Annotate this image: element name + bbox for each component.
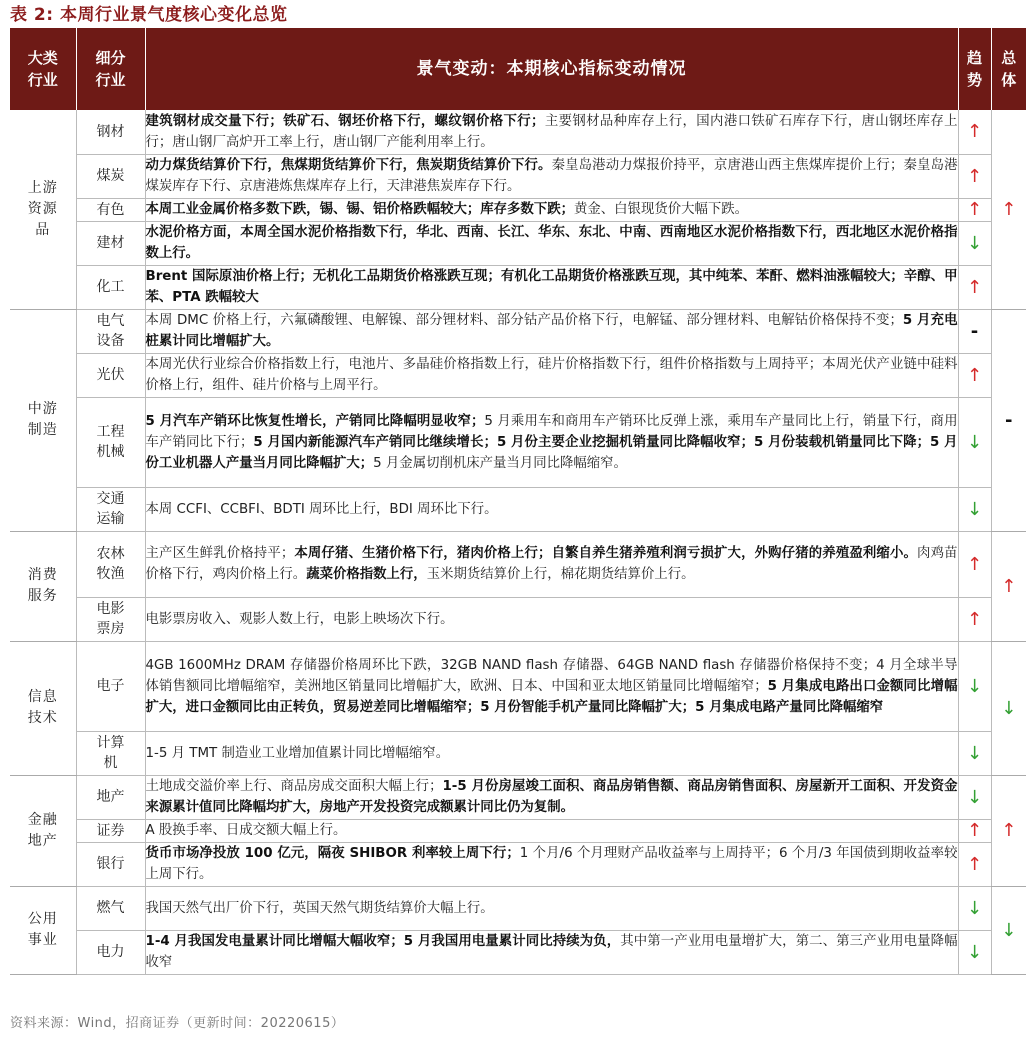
trend-cell — [958, 597, 991, 641]
description-cell — [145, 597, 958, 641]
trend-cell — [958, 309, 991, 353]
description-cell — [145, 641, 958, 731]
highlight-text: 本周仔猪、生猪价格下行，猪肉价格上行；自繁自养生猪养殖利润亏损扩大，外购仔猪的养殖盈利缩小。 — [294, 546, 918, 561]
trend-cell — [958, 930, 991, 974]
header-main: 景气变动：本期核心指标变动情况 — [145, 28, 958, 110]
subindustry-cell: 电力 — [76, 930, 145, 974]
description-cell — [145, 110, 958, 154]
normal-text: 本周 DMC 价格上行，六氟磷酸锂、电解镍、部分锂材料、部分钴产品价格下行，电解锰、部分锂材料、电解钴价格保持不变； — [145, 313, 903, 328]
table-row — [10, 531, 1026, 597]
subindustry-cell: 证券 — [76, 819, 145, 842]
trend-cell — [958, 842, 991, 886]
table-row — [10, 353, 1026, 397]
description-cell — [145, 775, 958, 819]
overall-cell — [991, 309, 1026, 531]
trend-cell — [958, 110, 991, 154]
category-cell: 消费 服务 — [10, 531, 76, 641]
normal-text: 4GB 1600MHz DRAM 存储器价格周环比下跌，32GB NAND flash 存储器、64GB NAND flash 存储器价格保持不变；4 月全球半导体销售额同比增幅缩窄，美洲地区销量同比增幅扩大，欧洲、日本、中国和亚太地区销量同比增幅缩窄； — [145, 657, 958, 694]
table-title: 表 2: 本周行业景气度核心变化总览 — [10, 5, 288, 25]
industry-table — [10, 28, 1026, 975]
description-cell — [145, 819, 958, 842]
trend-up-icon: ↑ — [966, 199, 983, 220]
normal-text: 5 月金属切削机床产量当月同比降幅缩窄。 — [373, 455, 627, 471]
trend-down-icon: ↓ — [966, 675, 983, 697]
description-cell — [145, 731, 958, 775]
overall-down-icon: ↓ — [1001, 697, 1017, 719]
subindustry-cell: 计算 机 — [76, 731, 145, 775]
overall-cell — [991, 775, 1026, 886]
highlight-text: 货币市场净投放 100 亿元，隔夜 SHIBOR 利率较上周下行； — [145, 846, 520, 861]
normal-text: 土地成交溢价率上行、商品房成交面积大幅上行； — [145, 779, 443, 794]
header-category-text: 大类 行业 — [27, 49, 58, 89]
description-cell — [145, 353, 958, 397]
highlight-text: 5 月集成电路出口金额同比增幅扩大，进口金额同比由正转负，贸易逆差同比增幅缩窄；5 月份智能手机产量同比降幅扩大；5 月集成电路产量同比降幅缩窄 — [145, 678, 958, 715]
source-note: 资料来源：Wind，招商证券（更新时间：20220615） — [10, 1016, 345, 1031]
overall-up-icon: ↑ — [1001, 198, 1017, 220]
overall-up-icon: ↑ — [1001, 575, 1017, 597]
category-cell: 中游 制造 — [10, 309, 76, 531]
table-row — [10, 731, 1026, 775]
highlight-text: 蔬菜价格指数上行， — [306, 567, 427, 582]
trend-up-icon: ↑ — [966, 276, 983, 298]
highlight-text: Brent 国际原油价格上行； — [145, 269, 313, 284]
subindustry-cell: 电气 设备 — [76, 309, 145, 353]
subindustry-cell: 化工 — [76, 265, 145, 309]
category-cell: 公用 事业 — [10, 886, 76, 974]
header-sub — [76, 28, 145, 110]
header-sub-text: 细分 行业 — [95, 49, 126, 89]
normal-text: 其中第一产业用电量增扩大，第二、第三产业用电量降幅收窄 — [145, 934, 958, 970]
category-cell: 上游 资源 品 — [10, 110, 76, 309]
table-row — [10, 842, 1026, 886]
trend-cell — [958, 531, 991, 597]
table-row — [10, 397, 1026, 487]
highlight-text: 水泥价格方面，本周全国水泥价格指数下行，华北、西南、长江、华东、东北、中南、西南地区水泥价格指数下行，西北地区水泥价格指数上行。 — [145, 225, 958, 261]
trend-down-icon: ↓ — [966, 786, 983, 808]
trend-up-icon: ↑ — [966, 364, 983, 386]
subindustry-cell: 有色 — [76, 198, 145, 221]
normal-text: 玉米期货结算价上行，棉花期货结算价上行。 — [426, 567, 695, 582]
trend-cell — [958, 397, 991, 487]
normal-text: 本周 CCFI、CCBFI、BDTI 周环比上行，BDI 周环比下行。 — [145, 501, 498, 517]
table-row — [10, 597, 1026, 641]
highlight-text: 5 月充电桩累计同比增幅扩大。 — [145, 313, 958, 349]
table-header-row — [10, 28, 1026, 110]
table-row — [10, 221, 1026, 265]
normal-text: 1-5 月 TMT 制造业工业增加值累计同比增幅缩窄。 — [145, 745, 450, 761]
header-category — [10, 28, 76, 110]
table-row — [10, 487, 1026, 531]
highlight-text: 5 月份工业机器人产量当月同比降幅扩大； — [145, 434, 958, 471]
normal-text: 主要钢材品种库存上行，国内港口铁矿石库存下行，唐山钢坯库存上行；唐山钢厂高炉开工率上行，唐山钢厂产能利用率上行。 — [145, 113, 958, 150]
trend-up-icon: ↑ — [966, 820, 983, 841]
highlight-text: 1-5 月份房屋竣工面积、商品房销售额、商品房销售面积、房屋新开工面积、开发资金来源累计值同比降幅均扩大，房地产开发投资完成额累计同比仍为复制。 — [145, 779, 958, 815]
trend-cell — [958, 353, 991, 397]
table-row — [10, 265, 1026, 309]
table-row — [10, 641, 1026, 731]
normal-text: 我国天然气出厂价下行，英国天然气期货结算价大幅上行。 — [145, 900, 494, 916]
description-cell — [145, 397, 958, 487]
description-cell — [145, 154, 958, 198]
overall-cell — [991, 110, 1026, 309]
highlight-text: 5 月汽车产销环比恢复性增长，产销同比降幅明显收窄； — [145, 413, 485, 429]
normal-text: 5 月乘用车和商用车产销环比反弹上涨，乘用车产量同比上行，销量下行，商用车产销同比下行； — [145, 413, 958, 450]
table-row — [10, 154, 1026, 198]
table-row — [10, 930, 1026, 974]
header-overall — [991, 28, 1026, 110]
trend-up-icon: ↑ — [966, 165, 983, 187]
trend-cell — [958, 731, 991, 775]
subindustry-cell: 银行 — [76, 842, 145, 886]
subindustry-cell: 光伏 — [76, 353, 145, 397]
trend-flat-icon: - — [970, 320, 979, 342]
header-trend-text: 趋 势 — [966, 49, 982, 89]
trend-cell — [958, 221, 991, 265]
description-cell — [145, 842, 958, 886]
trend-down-icon: ↓ — [966, 897, 983, 919]
normal-text: 本周光伏行业综合价格指数上行，电池片、多晶硅价格指数上行，硅片价格指数下行，组件价格指数与上周持平；本周光伏产业链中硅料价格上行，组件、硅片价格与上周平行。 — [145, 357, 958, 393]
normal-text: 1 个月/6 个月理财产品收益率与上周持平；6 个月/3 年国债到期收益率较上周下行。 — [145, 846, 958, 882]
trend-cell — [958, 487, 991, 531]
normal-text: 肉鸡苗价格下行，鸡肉价格上行。 — [145, 546, 958, 582]
normal-text: 黄金、白银现货价大幅下跌。 — [574, 202, 749, 217]
trend-cell — [958, 775, 991, 819]
trend-cell — [958, 641, 991, 731]
trend-up-icon: ↑ — [966, 853, 983, 875]
trend-cell — [958, 265, 991, 309]
header-overall-text: 总 体 — [1001, 49, 1017, 89]
overall-cell — [991, 886, 1026, 974]
highlight-text: 本周工业金属价格多数下跌，锡、锡、铝价格跌幅较大；库存多数下跌； — [145, 202, 574, 217]
trend-cell — [958, 819, 991, 842]
normal-text: 主产区生鲜乳价格持平； — [145, 546, 295, 561]
table-body — [10, 110, 1026, 974]
subindustry-cell: 钢材 — [76, 110, 145, 154]
highlight-text: 建筑钢材成交量下行；铁矿石、钢坯价格下行，螺纹钢价格下行； — [145, 113, 545, 129]
subindustry-cell: 工程 机械 — [76, 397, 145, 487]
overall-up-icon: ↑ — [1001, 820, 1017, 841]
table-row — [10, 110, 1026, 154]
subindustry-cell: 农林 牧渔 — [76, 531, 145, 597]
trend-down-icon: ↓ — [966, 232, 983, 254]
table-row — [10, 886, 1026, 930]
description-cell — [145, 198, 958, 221]
table-row — [10, 198, 1026, 221]
highlight-text: 动力煤货结算价下行，焦煤期货结算价下行，焦炭期货结算价下行。 — [145, 158, 552, 173]
category-cell: 金融 地产 — [10, 775, 76, 886]
header-trend — [958, 28, 991, 110]
overall-cell — [991, 531, 1026, 641]
highlight-text: 1-4 月我国发电量累计同比增幅大幅收窄；5 月我国用电量累计同比持续为负， — [145, 934, 621, 949]
table-row — [10, 309, 1026, 353]
subindustry-cell: 电子 — [76, 641, 145, 731]
trend-cell — [958, 154, 991, 198]
overall-flat-icon: - — [1005, 409, 1013, 431]
normal-text: 秦皇岛港动力煤报价持平，京唐港山西主焦煤库提价上行；秦皇岛港煤炭库存下行、京唐港炼焦煤库存上行，天津港焦炭库存下行。 — [145, 158, 958, 194]
trend-down-icon: ↓ — [966, 431, 983, 453]
highlight-text: 5 月国内新能源汽车产销同比继续增长；5 月份主要企业挖掘机销量同比降幅收窄；5 月份装载机销量同比下降； — [253, 434, 931, 450]
description-cell — [145, 265, 958, 309]
description-cell — [145, 531, 958, 597]
subindustry-cell: 交通 运输 — [76, 487, 145, 531]
subindustry-cell: 煤炭 — [76, 154, 145, 198]
subindustry-cell: 燃气 — [76, 886, 145, 930]
subindustry-cell: 地产 — [76, 775, 145, 819]
description-cell — [145, 886, 958, 930]
description-cell — [145, 221, 958, 265]
highlight-text: 无机化工品期货价格涨跌互现；有机化工品期货价格涨跌互现，其中纯苯、苯酐、燃料油涨幅较大；辛醇、甲苯、PTA 跌幅较大 — [145, 269, 958, 305]
category-cell: 信息 技术 — [10, 641, 76, 775]
table-row — [10, 775, 1026, 819]
table-row — [10, 819, 1026, 842]
subindustry-cell: 电影 票房 — [76, 597, 145, 641]
description-cell — [145, 309, 958, 353]
description-cell — [145, 487, 958, 531]
trend-up-icon: ↑ — [966, 553, 983, 575]
subindustry-cell: 建材 — [76, 221, 145, 265]
trend-up-icon: ↑ — [966, 121, 983, 143]
trend-down-icon: ↓ — [966, 498, 983, 520]
trend-cell — [958, 198, 991, 221]
trend-down-icon: ↓ — [966, 742, 983, 764]
trend-down-icon: ↓ — [966, 941, 983, 963]
trend-up-icon: ↑ — [966, 608, 983, 630]
normal-text: 电影票房收入、观影人数上行，电影上映场次下行。 — [145, 611, 454, 627]
normal-text: A 股换手率、日成交额大幅上行。 — [145, 823, 347, 838]
trend-cell — [958, 886, 991, 930]
overall-down-icon: ↓ — [1001, 919, 1017, 941]
overall-cell — [991, 641, 1026, 775]
description-cell — [145, 930, 958, 974]
